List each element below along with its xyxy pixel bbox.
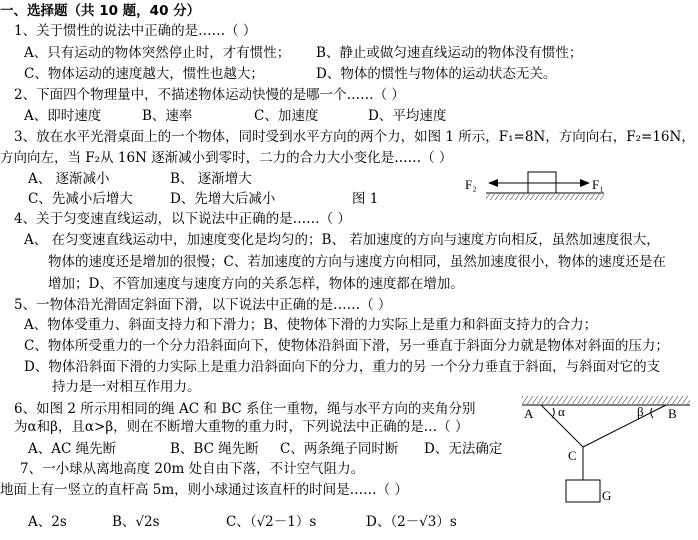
q6-option-b: B、BC 绳先断: [170, 441, 259, 457]
q5-stem: 5、一物体沿光滑固定斜面下滑，以下说法中正确的是……（ ）: [14, 297, 392, 313]
label-beta: β: [637, 404, 644, 419]
q4-line-2: 物体的速度还是增加的很慢；C、若加速度的方向与速度方向相同，虽然加速度很小，物体的速度还是在: [48, 254, 666, 270]
figure-1-caption: 图 1: [352, 191, 379, 207]
q5-line-1: A、物体受重力、斜面支持力和下滑力；B、使物体下滑的力实际上是重力和斜面支持力的合力；: [24, 317, 598, 333]
weight: [566, 480, 600, 502]
q4-line-3: 增加；D、不管加速度与速度方向的关系怎样，物体的速度都在增加。: [48, 276, 464, 292]
q3-option-a: A、 逐渐减小: [28, 171, 110, 187]
q2-option-c: C、加速度: [254, 108, 319, 124]
label-b: B: [668, 406, 677, 421]
q1-option-d: D、物体的惯性与物体的运动状态无关。: [316, 66, 557, 82]
label-f2: F₂: [465, 177, 477, 192]
section-title: 一、选择题（共 10 题，40 分）: [0, 3, 201, 19]
q6-stem-1: 6、如图 2 所示用相同的绳 AC 和 BC 系住一重物，绳与水平方向的夹角分别: [14, 401, 476, 417]
q4-stem: 4、关于匀变速直线运动，以下说法中正确的是……（ ）: [14, 211, 351, 227]
q2-stem: 2、下面四个物理量中，不描述物体运动快慢的是哪一个……（ ）: [14, 87, 405, 103]
q6-option-a: A、AC 绳先断: [28, 441, 117, 457]
q6-option-d: D、无法确定: [424, 441, 503, 457]
q3-option-c: C、先减小后增大: [28, 191, 133, 207]
q7-stem-2: 地面上有一竖立的直杆高 5m，则小球通过该直杆的时间是……（ ）: [0, 482, 408, 498]
q3-stem-1: 3、放在水平光滑桌面上的一个物体，同时受到水平方向的两个力，如图 1 所示，F₁=8N，方向向右，F₂=16N，: [14, 129, 695, 145]
q2-option-d: D、平均速度: [368, 108, 447, 124]
q1-option-b: B、静止或做匀速直线运动的物体没有惯性；: [316, 45, 583, 61]
q1-option-c: C、物体运动的速度越大，惯性也越大；: [24, 66, 264, 82]
q7-option-c: C、（√2－1）s: [226, 514, 317, 530]
label-c: C: [568, 448, 577, 463]
q1-stem: 1、关于惯性的说法中正确的是……（ ）: [14, 23, 257, 39]
q5-line-2: C、物体所受重力的一个分力沿斜面向下，使物体沿斜面下滑，另一垂直于斜面分力就是物体对斜面的压力；: [24, 338, 669, 354]
q5-line-4: 持力是一对相互作用力。: [52, 379, 201, 395]
label-f1: F₁: [592, 177, 604, 192]
label-a: A: [524, 406, 534, 421]
q2-option-a: A、即时速度: [24, 108, 102, 124]
q6-stem-2: 为α和β，且α>β，则在不断增大重物的重力时，下列说法中正确的是…（ ）: [14, 419, 469, 435]
q3-option-d: D、先增大后减小: [170, 191, 276, 207]
q7-option-b: B、√2s: [112, 514, 160, 530]
q2-option-b: B、速率: [142, 108, 193, 124]
q5-line-3: D、物体沿斜面下滑的力实际上是重力沿斜面向下的分力，重力的另 一个分力垂直于斜面，与斜面对它的支: [24, 359, 661, 375]
q7-option-d: D、（2－√3）s: [366, 514, 457, 530]
q7-stem-1: 7、一小球从离地高度 20m 处自由下落，不计空气阻力。: [20, 461, 365, 477]
q7-option-a: A、2s: [28, 514, 67, 530]
q1-option-a: A、只有运动的物体突然停止时，才有惯性；: [24, 45, 291, 61]
q3-stem-2: 方向向左，当 F₂从 16N 逐渐减小到零时，二力的合力大小变化是……（ ）: [0, 150, 453, 166]
rope-bc: [583, 405, 666, 447]
q4-line-1: A、 在匀变速直线运动中，加速度变化是均匀的；B、 若加速度的方向与速度方向相反，虽然加速度很大，: [24, 232, 660, 248]
q3-option-b: B、 逐渐增大: [170, 171, 252, 187]
q6-option-c: C、两条绳子同时断: [280, 441, 399, 457]
label-g: G: [602, 488, 612, 503]
label-alpha: α: [558, 404, 565, 419]
